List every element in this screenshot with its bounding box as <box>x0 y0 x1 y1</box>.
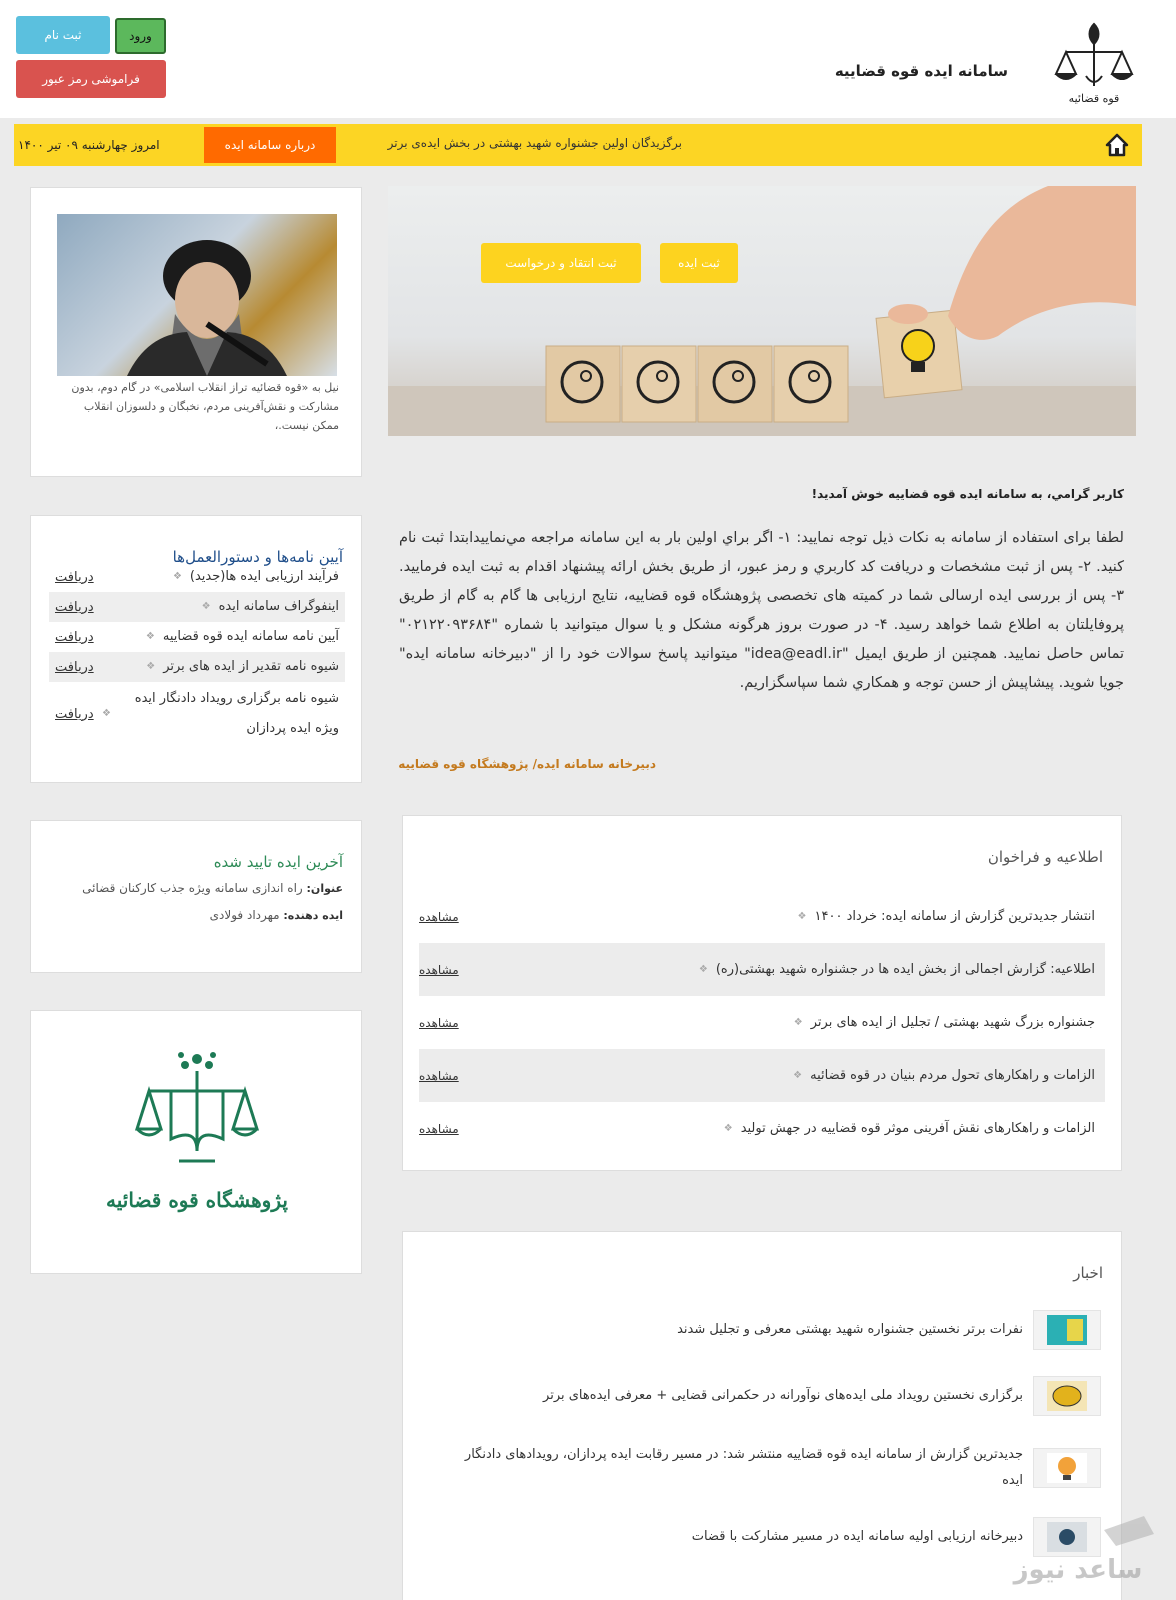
download-link[interactable]: دریافت <box>55 706 94 722</box>
logo-text: قوه قضائیه <box>1068 92 1120 105</box>
news-headline[interactable]: نفرات برتر نخستین جشنواره شهید بهشتی معرفی و تجلیل شدند <box>677 1322 1023 1337</box>
announcement-text[interactable]: جشنواره بزرگ شهید بهشتی / تجلیل از ایده های برتر <box>810 1015 1095 1030</box>
diamond-bullet-icon: ❖ <box>793 1017 803 1028</box>
diamond-bullet-icon: ❖ <box>723 1123 733 1134</box>
register-button[interactable]: ثبت نام <box>16 16 110 54</box>
announcement-row <box>419 1102 1105 1155</box>
regulation-row <box>49 562 345 592</box>
news-headline[interactable]: جدیدترین گزارش از سامانه ایده قوه قضاییه منتشر شد: در مسیر رقابت ایده پردازان، رویدادهای دادنگار ایده <box>464 1447 1023 1488</box>
diamond-bullet-icon: ❖ <box>793 1070 803 1081</box>
view-link[interactable]: مشاهده <box>419 1068 459 1083</box>
download-link[interactable]: دریافت <box>55 569 94 585</box>
latest-idea-title: آخرین ایده تایید شده <box>213 853 343 871</box>
diamond-bullet-icon: ❖ <box>146 661 156 672</box>
submit-critique-button[interactable]: ثبت انتقاد و درخواست <box>481 243 641 283</box>
announcement-text[interactable]: اطلاعیه: گزارش اجمالی از بخش ایده ها در جشنواره شهید بهشتی(ره) <box>715 962 1095 977</box>
diamond-bullet-icon: ❖ <box>698 964 708 975</box>
top-navigation-bar <box>14 124 1142 166</box>
announcement-row <box>419 996 1105 1049</box>
submit-idea-button[interactable]: ثبت ایده <box>660 243 738 283</box>
diamond-bullet-icon: ❖ <box>102 708 111 719</box>
view-link[interactable]: مشاهده <box>419 1015 459 1030</box>
latest-idea-subject[interactable] <box>82 881 343 895</box>
regulations-title: آیین نامه‌ها و دستورالعمل‌ها <box>172 548 343 566</box>
subject-value[interactable]: راه اندازی سامانه ویژه جذب کارکنان قضائی <box>82 881 303 895</box>
diamond-bullet-icon: ❖ <box>201 601 211 612</box>
regulations-panel <box>30 515 362 783</box>
author-label: ایده دهنده: <box>283 909 343 922</box>
hero-banner <box>388 186 1136 436</box>
about-idea-system-button[interactable]: درباره سامانه ایده <box>204 127 336 163</box>
latest-approved-idea-panel <box>30 820 362 973</box>
quote-caption: نیل به «قوه قضائیه تراز انقلاب اسلامی» در گام دوم، بدون مشارکت و نقش‌آفرینی مردم، نخبگان و دلسوزان انقلاب ممکن نیست.، <box>71 381 339 432</box>
watermark-text: ساعد نیوز <box>1013 1555 1143 1585</box>
quote-panel <box>30 187 362 477</box>
lightbulb-cube <box>876 310 962 398</box>
announcement-row <box>419 943 1105 996</box>
download-link[interactable]: دریافت <box>55 599 94 615</box>
site-header <box>0 0 1176 118</box>
news-ticker[interactable]: برگزیدگان اولین جشنواره شهید بهشتی در بخش ایده‌ی برتر <box>387 136 682 150</box>
news-headline[interactable]: دبیرخانه ارزیابی اولیه سامانه ایده در مسیر مشارکت با قضات <box>691 1529 1023 1544</box>
announcement-row <box>419 1049 1105 1102</box>
announcement-row <box>419 890 1105 943</box>
forgot-password-button[interactable]: فراموشی رمز عبور <box>16 60 166 98</box>
regulation-title: شیوه نامه تقدیر از ایده های برتر <box>163 659 339 674</box>
news-thumbnail[interactable] <box>1033 1376 1101 1416</box>
head-cube-1 <box>546 346 620 422</box>
today-date: امروز چهارشنبه ۰۹ تیر ۱۴۰۰ <box>18 138 160 152</box>
welcome-signature: دبیرخانه سامانه ایده/ پژوهشگاه قوه قضاییه <box>398 757 656 771</box>
announcement-text[interactable]: الزامات و راهکارهای نقش آفرینی موثر قوه قضاییه در جهش تولید <box>740 1121 1095 1136</box>
regulation-title: فرآیند ارزیابی ایده ها(جدید) <box>189 569 339 584</box>
view-link[interactable]: مشاهده <box>419 962 459 977</box>
announcements-title: اطلاعیه و فراخوان <box>987 848 1103 866</box>
download-link[interactable]: دریافت <box>55 629 94 645</box>
announcements-panel <box>402 815 1122 1171</box>
regulation-row <box>49 652 345 682</box>
diamond-bullet-icon: ❖ <box>797 911 807 922</box>
diamond-bullet-icon: ❖ <box>145 631 155 642</box>
latest-idea-author <box>210 908 343 922</box>
research-institute-logo[interactable] <box>31 1011 363 1275</box>
welcome-instructions: لطفا برای استفاده از سامانه به نکات ذیل توجه نمایید: ۱- اگر براي اولين بار به اين سامانه مراجعه مي‌نماييدابتدا ثبت نام کنيد. ۲- پس از ثبت مشخصات و دريافت کد کاربري و رمز عبور، از طريق بخش ارائه پیشنهاد اقدام به ثبت ایده فرمایید. ۳- پس از بررسی ایده ارسالی شما در کمیته های تخصصی پژوهشگاه قوه قضاییه، نتایج ارزیابی ها گام به گام از طریق پروفایلتان به اطلاع شما خواهد رسید. ۴- در صورت بروز هرگونه مشکل و یا سوال میتوانید با شماره "۰۲۱۲۲۰۹۳۶۸۴" تماس حاصل نمایید. همچنین از طریق ایمیل "idea@eadl.ir" میتوانید پاسخ سوالات خود را از "دبیرخانه سامانه ایده" جویا شوید. پیشاپیش از حسن توجه و همکاري شما سپاسگزاریم. <box>399 530 1125 691</box>
research-institute-name: پژوهشگاه قوه قضائیه <box>106 1188 288 1212</box>
download-link[interactable]: دریافت <box>55 659 94 675</box>
site-watermark <box>994 1512 1164 1592</box>
news-thumbnail[interactable] <box>1033 1448 1101 1488</box>
announcement-text[interactable]: انتشار جدیدترین گزارش از سامانه ایده: خرداد ۱۴۰۰ <box>814 909 1095 924</box>
author-value: مهرداد فولادی <box>209 908 280 922</box>
news-title: اخبار <box>1073 1264 1103 1282</box>
regulation-title: آیین نامه سامانه ایده قوه قضاییه <box>162 629 339 644</box>
news-headline[interactable]: برگزاری نخستین رویداد ملی ایده‌های نوآورانه در حکمرانی قضایی + معرفی ایده‌های برتر <box>543 1388 1023 1403</box>
head-cube-3 <box>698 346 772 422</box>
news-item[interactable] <box>677 1310 1101 1350</box>
regulation-row <box>49 592 345 622</box>
view-link[interactable]: مشاهده <box>419 909 459 924</box>
news-thumbnail[interactable] <box>1033 1310 1101 1350</box>
news-item[interactable] <box>463 1442 1101 1494</box>
home-icon[interactable] <box>1104 132 1130 158</box>
research-institute-panel <box>30 1010 362 1274</box>
speaker-photo <box>57 214 337 376</box>
announcement-text[interactable]: الزامات و راهکارهای تحول مردم بنیان در قوه قضائیه <box>810 1068 1095 1083</box>
welcome-title: کاربر گرامي، به سامانه ایده قوه قضاییه خوش آمدید! <box>811 487 1124 501</box>
subject-label: عنوان: <box>306 882 343 895</box>
diamond-bullet-icon: ❖ <box>172 571 182 582</box>
head-cube-4 <box>774 346 848 422</box>
regulation-row <box>49 684 345 744</box>
regulation-row <box>49 622 345 652</box>
regulation-title: اینفوگراف سامانه ایده <box>218 599 339 614</box>
idea-cubes-illustration <box>388 186 1136 436</box>
news-item[interactable] <box>543 1376 1101 1416</box>
view-link[interactable]: مشاهده <box>419 1121 459 1136</box>
login-button[interactable]: ورود <box>115 18 166 54</box>
judiciary-logo[interactable] <box>1048 18 1140 110</box>
head-cube-2 <box>622 346 696 422</box>
site-title: سامانه ایده قوه قضاییه <box>834 62 1008 80</box>
regulation-title: شیوه نامه برگزاری رویداد دادنگار ایده ویژه ایده پردازان <box>134 691 339 736</box>
